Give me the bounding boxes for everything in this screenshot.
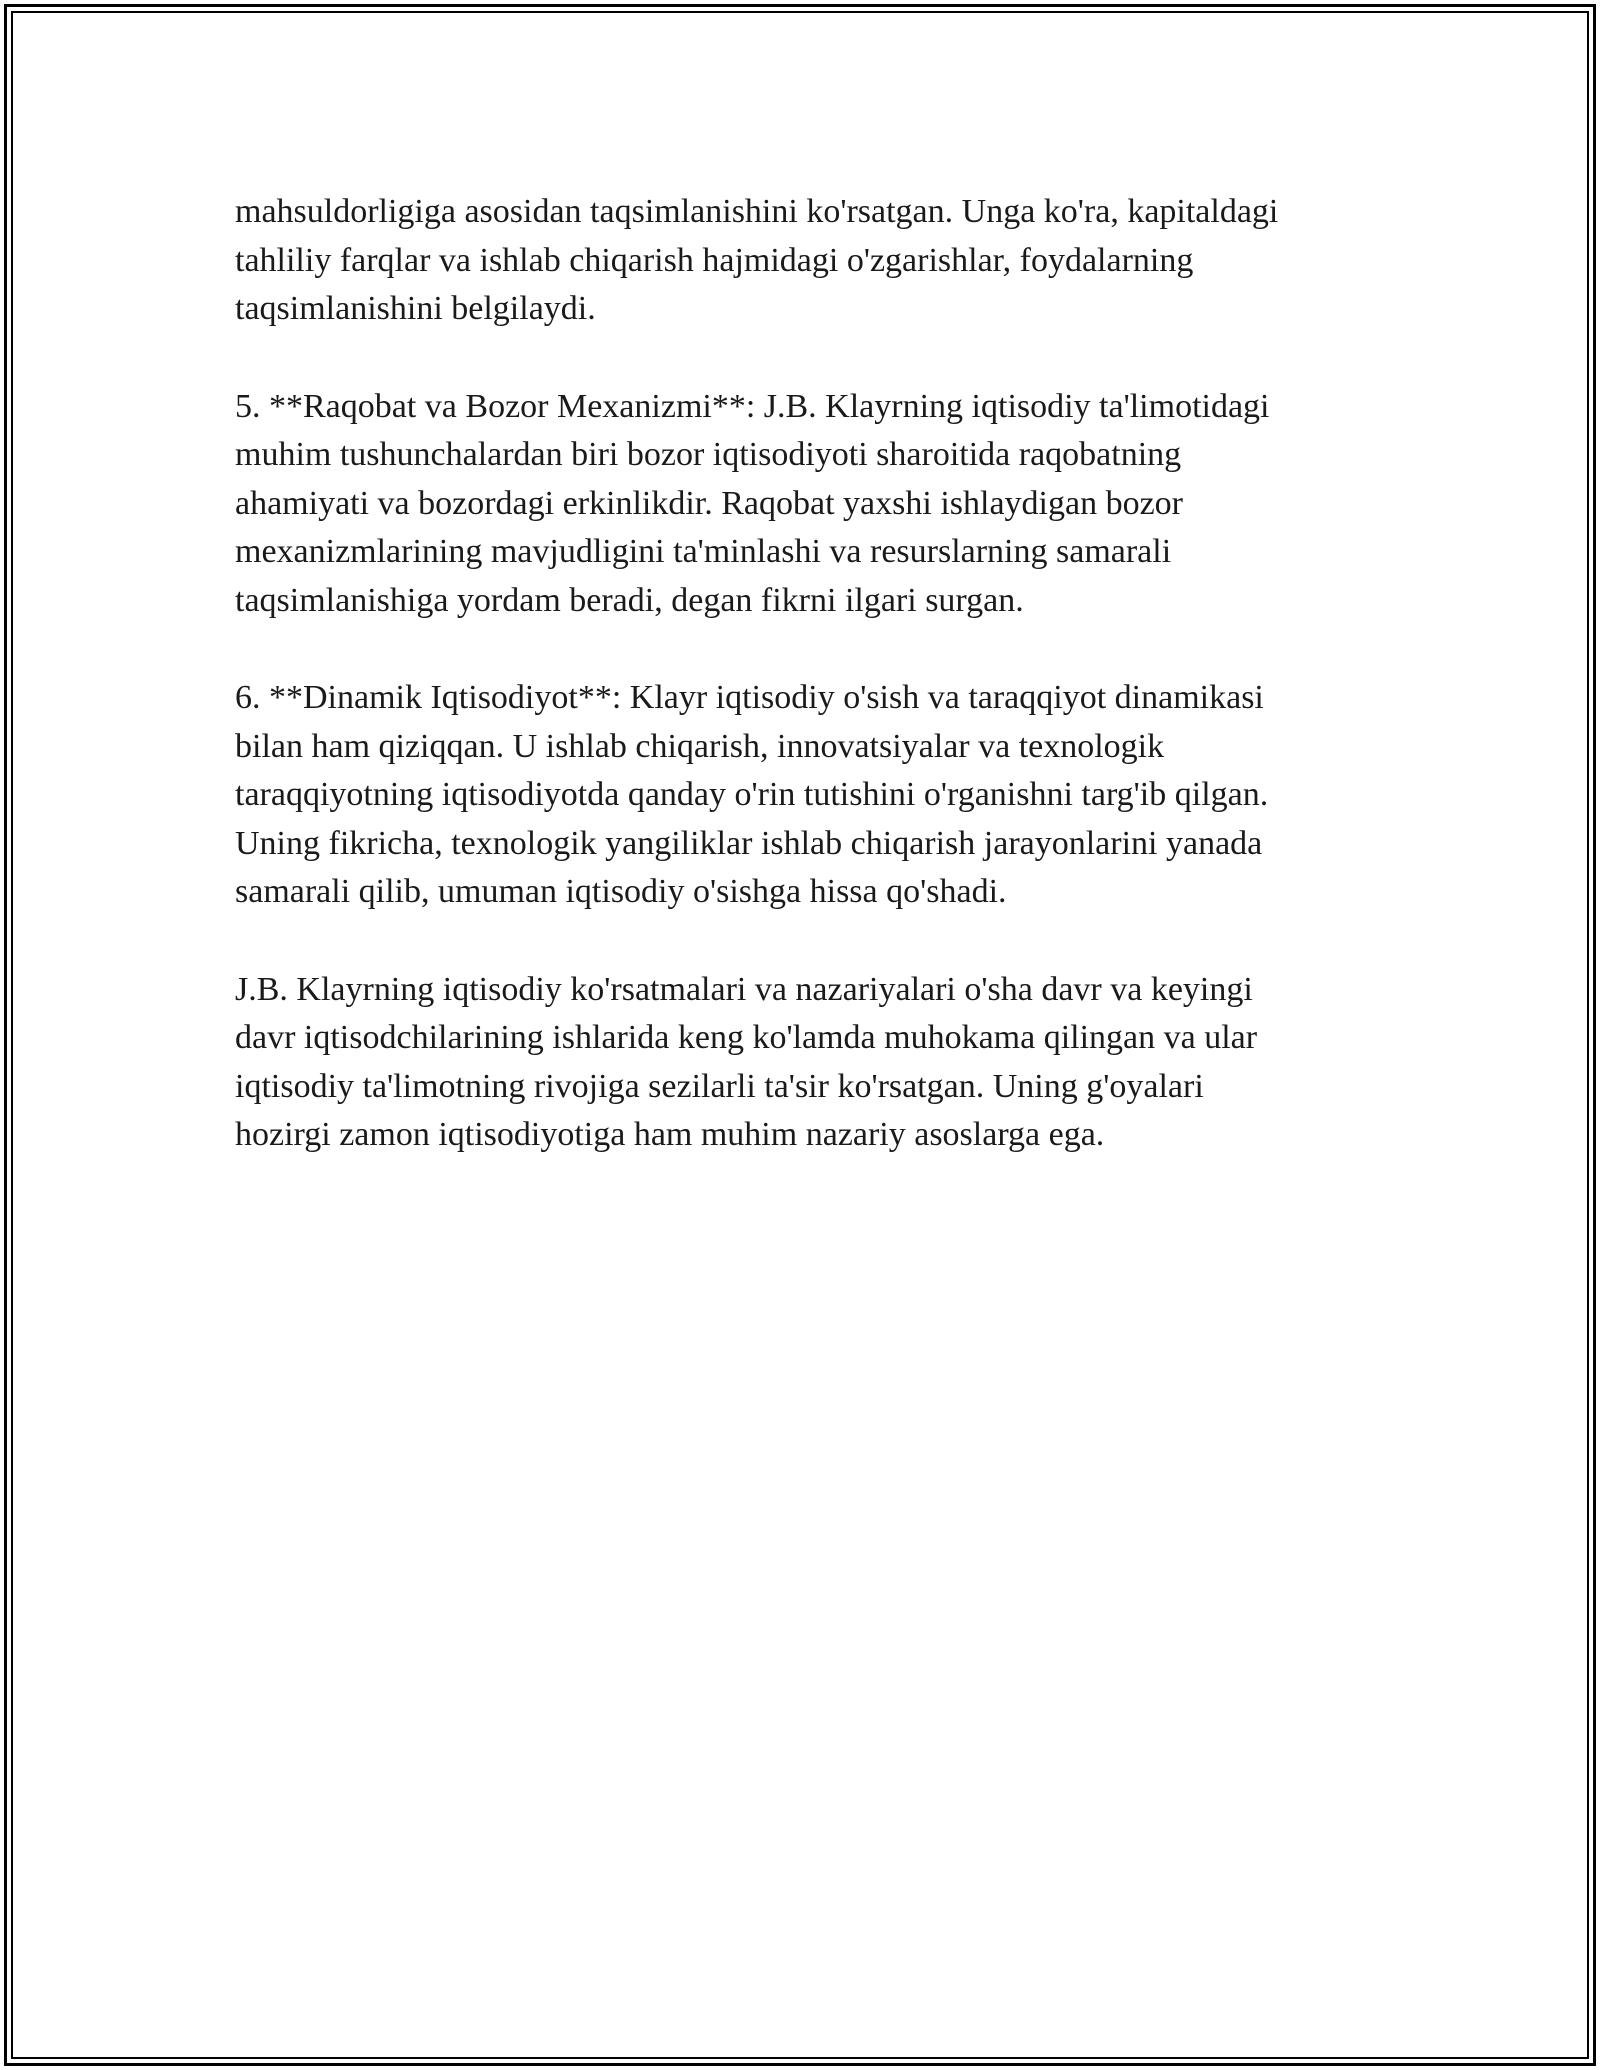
text-line: ahamiyati va bozordagi erkinlikdir. Raqobat yaxshi ishlaydigan bozor <box>235 484 1183 522</box>
text-line: taqsimlanishini belgilaydi. <box>235 290 596 327</box>
text-line: 5. **Raqobat va Bozor Mexanizmi**: J.B. Klayrning iqtisodiy ta'limotidagi <box>235 387 1270 425</box>
text-line: mahsuldorligiga asosidan taqsimlanishini ko'rsatgan. Unga ko'ra, kapitaldagi <box>235 193 1279 230</box>
text-line: hozirgi zamon iqtisodiyotiga ham muhim nazariy asoslarga ega. <box>235 1116 1105 1153</box>
text-line: tahliliy farqlar va ishlab chiqarish hajmidagi o'zgarishlar, foydalarning <box>235 241 1194 279</box>
paragraph-dinamik <box>235 674 1415 917</box>
document-body <box>235 188 1415 1160</box>
paragraph-continuation <box>235 188 1415 334</box>
text-line: iqtisodiy ta'limotning rivojiga sezilarli ta'sir ko'rsatgan. Uning g'oyalari <box>235 1067 1204 1105</box>
text-line: mexanizmlarining mavjudligini ta'minlashi va resurslarning samarali <box>235 533 1172 570</box>
text-line: davr iqtisodchilarining ishlarida keng ko'lamda muhokama qilingan va ular <box>235 1019 1258 1056</box>
text-line: samarali qilib, umuman iqtisodiy o'sishga hissa qo'shadi. <box>235 873 1007 910</box>
text-line: taqsimlanishiga yordam beradi, degan fikrni ilgari surgan. <box>235 581 1024 619</box>
text-line: muhim tushunchalardan biri bozor iqtisodiyoti sharoitida raqobatning <box>235 436 1182 473</box>
text-line: Uning fikricha, texnologik yangiliklar ishlab chiqarish jarayonlarini yanada <box>235 824 1263 862</box>
text-line: bilan ham qiziqqan. U ishlab chiqarish, innovatsiyalar va texnologik <box>235 727 1165 765</box>
text-line: 6. **Dinamik Iqtisodiyot**: Klayr iqtisodiy o'sish va taraqqiyot dinamikasi <box>235 679 1264 716</box>
paragraph-conclusion <box>235 966 1415 1160</box>
paragraph-raqobat <box>235 383 1415 626</box>
text-line: taraqqiyotning iqtisodiyotda qanday o'rin tutishini o'rganishni targ'ib qilgan. <box>235 776 1269 813</box>
text-line: J.B. Klayrning iqtisodiy ko'rsatmalari va nazariyalari o'sha davr va keyingi <box>235 970 1253 1008</box>
